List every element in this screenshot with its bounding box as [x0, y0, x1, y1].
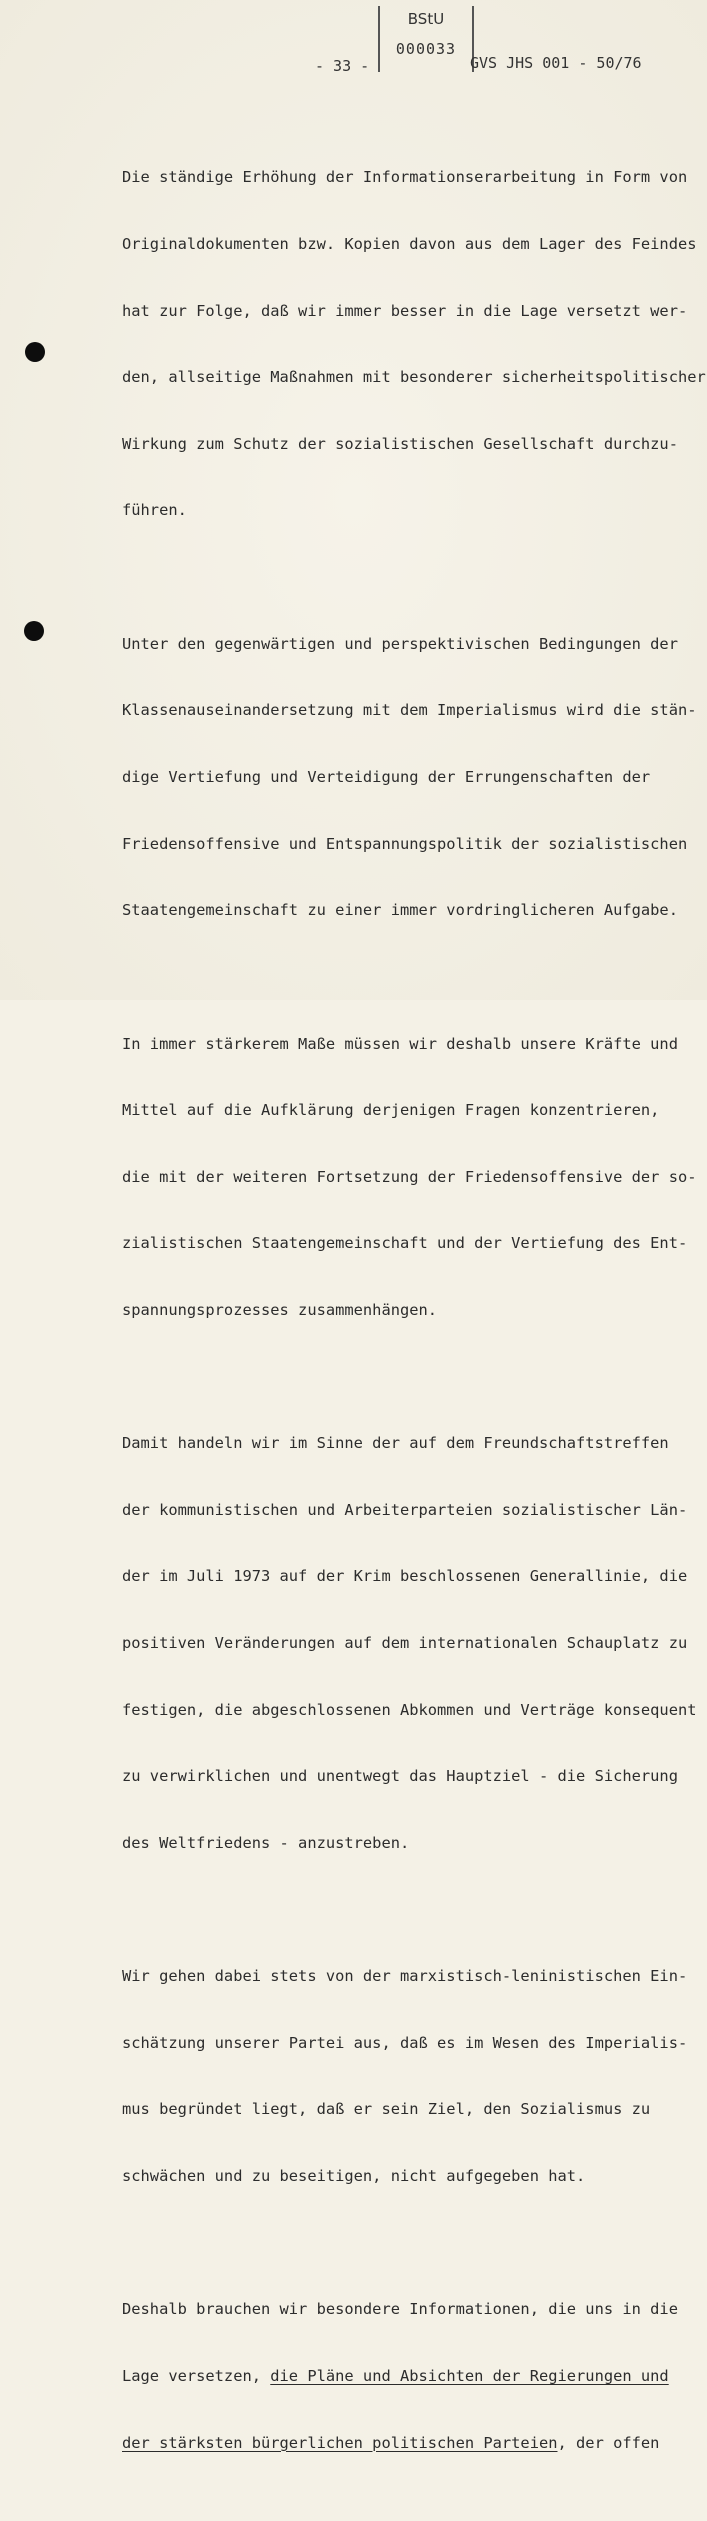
- text-line: die mit der weiteren Fortsetzung der Friedensoffensive der so-: [122, 1167, 697, 1186]
- text-line: Mittel auf die Aufklärung derjenigen Fragen konzentrieren,: [122, 1101, 660, 1120]
- text-line: festigen, die abgeschlossenen Abkommen und Verträge konsequent: [122, 1700, 697, 1719]
- text-line: schwächen und zu beseitigen, nicht aufgegeben hat.: [122, 2167, 586, 2186]
- paragraph: [122, 122, 706, 566]
- text-line: hat zur Folge, daß wir immer besser in die Lage versetzt wer-: [122, 301, 688, 320]
- text-line: Deshalb brauchen wir besondere Informationen, die uns in die: [122, 2300, 678, 2319]
- text-line: dige Vertiefung und Verteidigung der Errungenschaften der: [122, 767, 651, 786]
- document-reference: GVS JHS 001 - 50/76: [470, 54, 642, 72]
- text-line: des Weltfriedens - anzustreben.: [122, 1833, 410, 1852]
- page-number: - 33 -: [315, 57, 370, 75]
- text-line: den, allseitige Maßnahmen mit besonderer sicherheitspolitischer: [122, 368, 706, 387]
- text-segment: Lage versetzen,: [122, 2367, 271, 2386]
- archive-stamp-label: BStU: [407, 10, 445, 28]
- text-line: der im Juli 1973 auf der Krim beschlossenen Generallinie, die: [122, 1567, 688, 1586]
- text-line: Die ständige Erhöhung der Informationserarbeitung in Form von: [122, 168, 688, 187]
- punch-hole-icon: [25, 342, 45, 362]
- text-line: spannungsprozesses zusammenhängen.: [122, 1300, 438, 1319]
- archive-stamp-number: 000033: [395, 40, 457, 58]
- paragraph: [122, 1388, 697, 1899]
- text-line: Wirkung zum Schutz der sozialistischen Gesellschaft durchzu-: [122, 434, 678, 453]
- paragraph: [122, 1921, 692, 2232]
- text-line: Originaldokumenten bzw. Kopien davon aus dem Lager des Feindes: [122, 235, 697, 253]
- punch-hole-icon: [24, 621, 44, 641]
- body-text: [122, 122, 706, 2521]
- text-line: Damit handeln wir im Sinne der auf dem Freundschaftstreffen: [122, 1434, 669, 1453]
- text-line: Klassenauseinandersetzung mit dem Imperialismus wird die stän-: [122, 701, 697, 720]
- text-line: In immer stärkerem Maße müssen wir deshalb unsere Kräfte und: [122, 1034, 678, 1053]
- text-line: schätzung unserer Partei aus, daß es im Wesen des Imperialis-: [122, 2033, 688, 2052]
- text-line: zu verwirklichen und unentwegt das Hauptziel - die Sicherung: [122, 1767, 678, 1786]
- text-line: positiven Veränderungen auf dem internationalen Schauplatz zu: [122, 1634, 688, 1653]
- text-line: Staatengemeinschaft zu einer immer vordringlicheren Aufgabe.: [122, 901, 678, 920]
- text-line: zialistischen Staatengemeinschaft und der Vertiefung des Ent-: [122, 1234, 688, 1253]
- paragraph: [122, 588, 697, 965]
- text-segment: , der offen: [557, 2433, 660, 2452]
- text-line: führen.: [122, 501, 187, 520]
- text-line: mus begründet liegt, daß er sein Ziel, den Sozialismus zu: [122, 2100, 651, 2119]
- text-line: Unter den gegenwärtigen und perspektivischen Bedingungen der: [122, 634, 678, 653]
- underlined-text: der stärksten bürgerlichen politischen Parteien: [122, 2433, 558, 2452]
- paragraph: [122, 988, 697, 1365]
- text-line: [122, 2365, 692, 2387]
- text-line: der kommunistischen und Arbeiterparteien sozialistischer Län-: [122, 1500, 688, 1519]
- text-line: [122, 2432, 692, 2454]
- underlined-text: die Pläne und Absichten der Regierungen und: [270, 2367, 669, 2386]
- text-line: Wir gehen dabei stets von der marxistisch-leninistischen Ein-: [122, 1967, 688, 1986]
- text-line: Friedensoffensive und Entspannungspolitik der sozialistischen: [122, 834, 688, 853]
- paragraph: [122, 2254, 692, 2498]
